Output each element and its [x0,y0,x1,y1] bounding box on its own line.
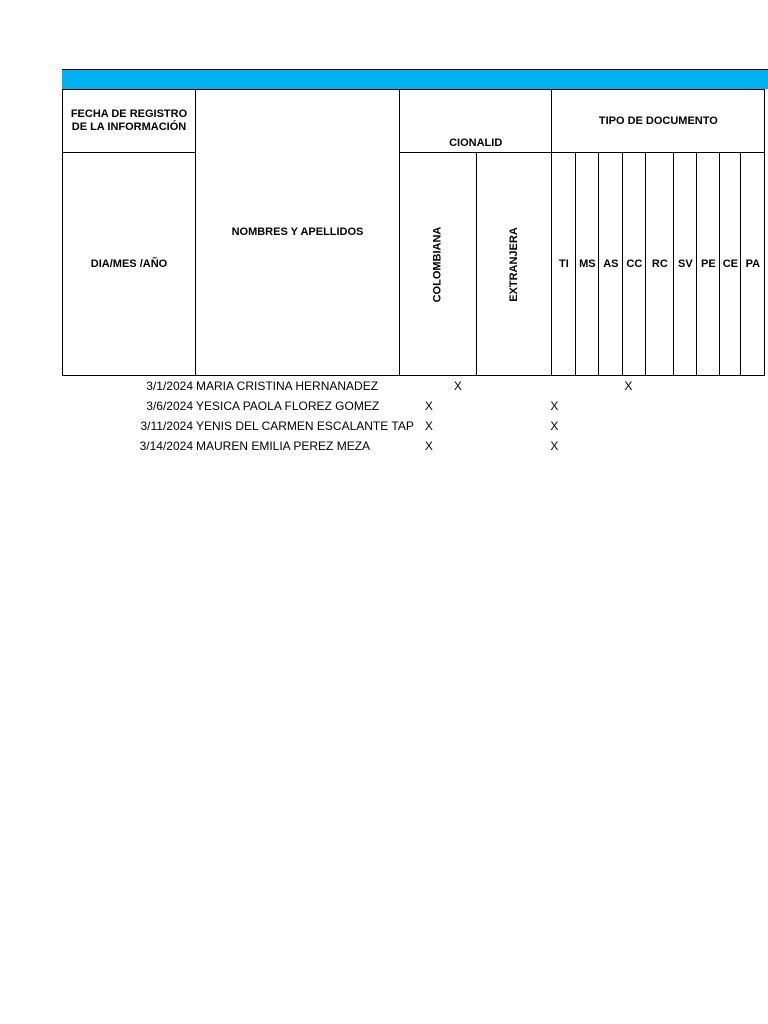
row-doc-as-mark [519,436,543,456]
row-extranjera-mark [444,416,472,436]
row-doc-ti-mark [472,376,496,396]
header-dia-mes-ano: DIA/MES /AÑO [63,153,196,376]
row-doc-as-mark [519,376,543,396]
row-colombiana-mark: X [424,439,433,453]
row-name: YENIS DEL CARMEN ESCALANTE TAP [196,419,414,433]
header-doc-rc: RC [646,153,674,376]
row-colombiana-mark [414,376,444,396]
header-nacionalidad: CIONALID [400,90,552,153]
header-doc-ms: MS [576,153,599,376]
header-doc-ce: CE [720,153,741,376]
row-doc-ms-mark [496,436,519,456]
row-doc-sv-mark [594,376,617,396]
row-doc-as-mark [519,416,543,436]
row-doc-ce-mark [640,416,661,436]
header-doc-pa: PA [741,153,765,376]
header-color-band [62,69,768,89]
row-doc-ti-mark [472,436,496,456]
row-doc-sv-mark [594,436,617,456]
row-date: 3/11/2024 [140,419,193,433]
row-doc-cc-mark: X [550,439,559,453]
row-doc-ce-mark [640,376,661,396]
row-extranjera-mark [444,396,472,416]
row-doc-ti-mark [472,416,496,436]
row-doc-ms-mark [496,396,519,416]
header-doc-sv: SV [674,153,697,376]
row-doc-ce-mark [640,436,661,456]
header-doc-cc: CC [623,153,646,376]
header-doc-ti: TI [552,153,576,376]
header-colombiana-cell [400,153,477,376]
row-doc-ms-mark [496,376,519,396]
row-doc-pa-mark [661,436,685,456]
table-row [62,396,685,416]
header-extranjera-cell [476,153,552,376]
header-doc-as: AS [599,153,623,376]
table-row [62,436,685,456]
row-doc-rc-mark [566,416,594,436]
row-doc-pa-mark [661,376,685,396]
row-doc-rc-mark [566,376,594,396]
row-doc-cc-mark [543,376,566,396]
header-fecha-registro: FECHA DE REGISTRO DE LA INFORMACIÓN [63,90,196,153]
row-colombiana-mark: X [424,419,433,433]
header-tipo-documento: TIPO DE DOCUMENTO [552,90,765,153]
row-extranjera-mark [444,436,472,456]
records-table [62,376,685,456]
row-extranjera-mark: X [453,379,462,393]
header-doc-pe: PE [697,153,720,376]
row-doc-cc-mark: X [550,419,559,433]
row-doc-sv-mark [594,416,617,436]
row-doc-ti-mark [472,396,496,416]
row-doc-pa-mark [661,396,685,416]
row-date: 3/1/2024 [146,379,193,393]
row-date: 3/14/2024 [139,439,193,453]
table-row [62,416,685,436]
row-date: 3/6/2024 [146,399,193,413]
row-doc-pa-mark [661,416,685,436]
row-doc-pe-mark [617,416,640,436]
row-doc-sv-mark [594,396,617,416]
row-doc-rc-mark [566,436,594,456]
row-doc-cc-mark: X [550,399,559,413]
header-extranjera: EXTRANJERA [507,226,520,302]
header-colombiana: COLOMBIANA [431,226,444,302]
row-doc-pe-mark [617,396,640,416]
row-doc-pe-mark [617,436,640,456]
row-doc-ms-mark [496,416,519,436]
header-nombres-apellidos: NOMBRES Y APELLIDOS [196,90,400,376]
row-doc-ce-mark [640,396,661,416]
row-colombiana-mark: X [424,399,433,413]
row-doc-as-mark [519,396,543,416]
table-row [62,376,685,396]
form-header-table [62,89,765,376]
row-doc-rc-mark [566,396,594,416]
row-doc-pe-mark: X [624,379,633,393]
row-name: MAUREN EMILIA PEREZ MEZA [196,439,371,453]
row-name: YESICA PAOLA FLOREZ GOMEZ [196,399,380,413]
row-name: MARIA CRISTINA HERNANADEZ [196,379,379,393]
